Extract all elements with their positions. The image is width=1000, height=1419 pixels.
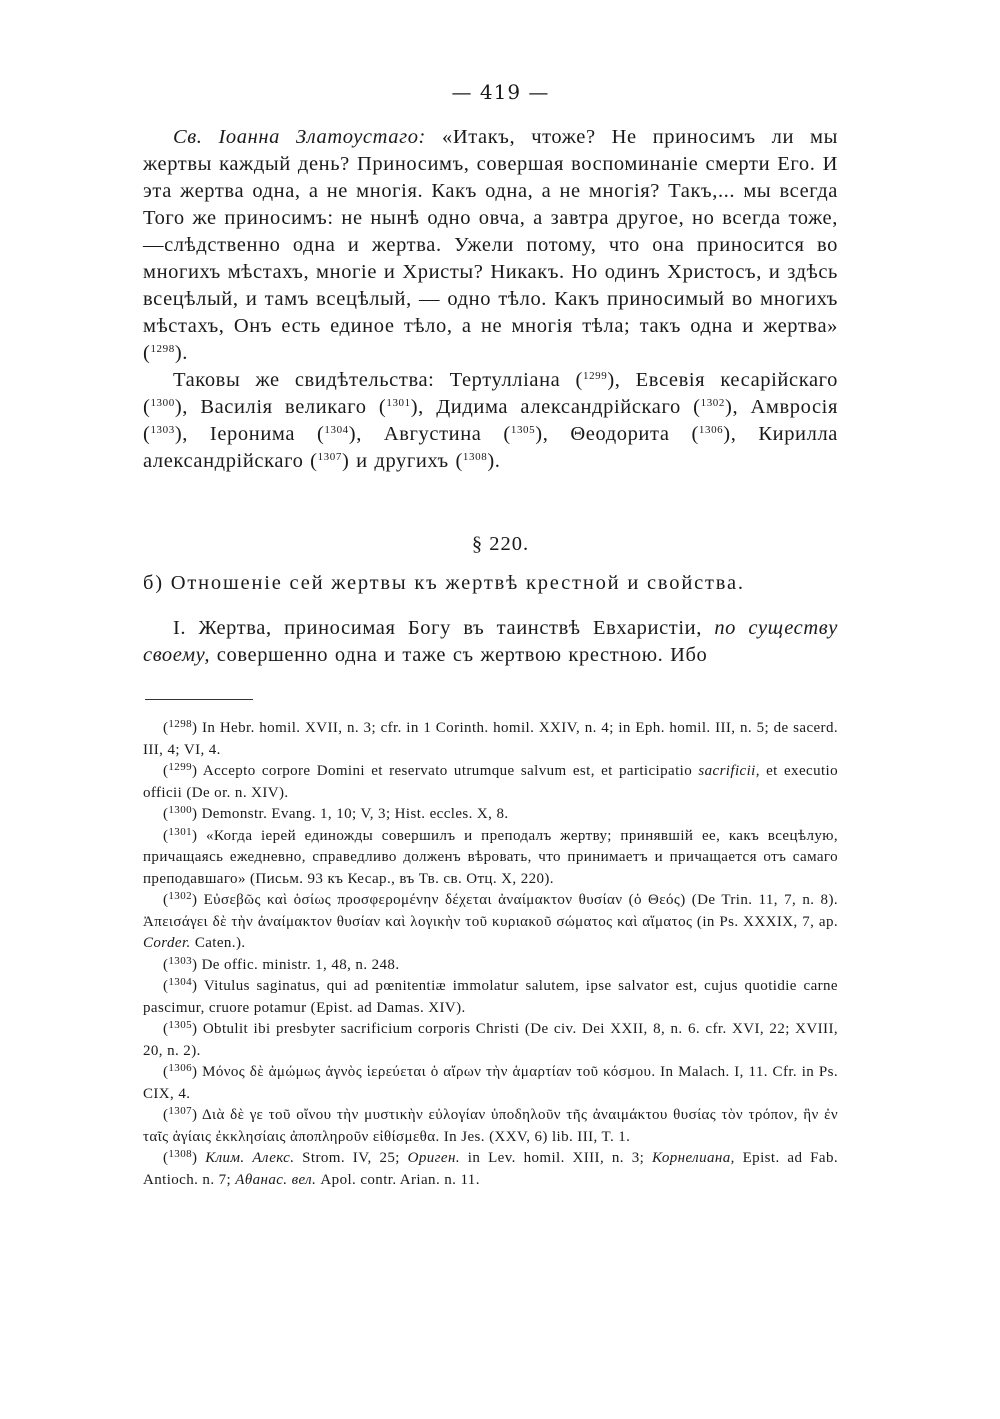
text-span: ). [487,450,501,472]
footnote-1301: ($^{1301}$) «Когда іерей единожды совершилъ и преподалъ жертву; принявшій ее, какъ всецѣлую, причащаясь ежедневно, справедливо долженъ вѣровать, что принимаетъ и причащается отъ самаго преподавшаго» (Письм. 93 къ Кесар., въ Тв. св. Отц. X, 220). [143,825,839,887]
footnote-1302: ($^{1302}$) Εὐσεβῶς καὶ ὁσίως προσφερομένην δέχεται ἀναίμακτον θυσίαν (ὁ Θεός) (De Trin. 11, 7, n. 8). Ἀπεισάγει δὲ τὴν ἀναίμακτον θυσίαν καὶ λογικὴν τοῦ κυριακοῦ σώματος καὶ αἵματος (in Ps. XXXIX, 7, ap. Corder. Caten.). [143,890,838,951]
text-span: ) и другихъ ( [341,450,463,472]
footnote-text: «Когда іерей единожды совершилъ и преподалъ жертву; принявшій ее, какъ всецѣлую, причащаясь ежедневно, справедливо долженъ вѣровать, что принимаетъ и причащается отъ самаго преподавшаго» (Письм. 93 къ Кесар., въ Тв. св. Отц. X, 220). [143,827,839,887]
footnote-ref-1308[interactable]: 1308 [462,451,488,463]
footnotes-section [143,718,838,1191]
section-number: § 220. [471,533,530,555]
footnote-italic: Corder. [143,935,191,951]
footnote-number: 1302 [168,890,193,902]
text-span: Таковы же свидѣтельства: Тертулліана ( [173,369,583,391]
footnote-text: Obtulit ibi presbyter sacrificium corporis Christi (De civ. Dei XXII, 8, n. 6. cfr. XVI, 22; XVIII, 20, n. 2). [143,1021,838,1059]
footnote-text: Demonstr. Evang. 1, 10; V, 3; Hist. eccles. X, 8. [201,806,509,822]
footnote-number: 1298 [168,718,193,730]
footnote-text: In Hebr. homil. XVII, n. 3; cfr. in 1 Corinth. homil. XXIV, n. 4; in Eph. homil. III, n. 5; de sacerd. III, 4; VI, 4. [143,720,838,758]
author-name: Св. Іоанна Златоустаго: [173,126,426,148]
footnote-number: 1308 [168,1148,193,1160]
text-span: ), Θеодорита ( [535,423,699,445]
footnote-ref-1306[interactable]: 1306 [698,424,724,436]
footnote-ref-1300[interactable]: 1300 [150,397,175,409]
footnote-1300: ($^{1300}$) Demonstr. Evang. 1, 10; V, 3; Hist. eccles. X, 8. [163,804,509,822]
paragraph-testimonies [143,367,838,475]
footnote-ref-1303[interactable]: 1303 [150,424,175,436]
footnote-number: 1303 [168,954,193,967]
footnote-1299: ($^{1299}$) Accepto corpore Domini et reservato utrumque salvum est, et participatio sacrificii, et executio officii (De or. n. XIV). [143,761,839,801]
footnote-number: 1306 [168,1062,193,1074]
paragraph-chrysostom-quote [143,124,838,367]
footnote-number: 1307 [168,1105,193,1117]
footnote-ref-1304[interactable]: 1304 [324,424,349,436]
footnote-italic: Ориген. [407,1150,460,1166]
footnote-ref-1305[interactable]: 1305 [510,424,536,436]
footnote-ref-1307[interactable]: 1307 [317,451,342,463]
paragraph-end: ). [174,342,188,364]
footnote-text: Strom. IV, 25; [294,1150,408,1166]
footnote-1307: ($^{1307}$) Διὰ δὲ γε τοῦ οἴνου τὴν μυστικὴν εὐλογίαν ὑποδηλοῦν τῆς ἀναιμάκτου θυσίας τὸν τρόπον, ἣν ἐν ταῖς ἁγίαις ἐκκλησίαις ἀποπληροῦν εἰθίσμεθα. In Jes. (XXV, 6) lib. III, T. 1. [143,1105,838,1145]
footnote-text: in Lev. homil. XIII, n. 3; [459,1150,653,1166]
footnote-italic: sacrificii, [698,763,760,779]
footnote-number: 1305 [168,1019,193,1031]
footnote-ref-1301[interactable]: 1301 [386,397,411,409]
footnote-ref-1299[interactable]: 1299 [582,370,608,382]
footnote-italic: Аθанас. вел. [235,1171,317,1188]
footnote-number: 1299 [168,761,193,773]
footnote-1304: ($^{1304}$) Vitulus saginatus, qui ad pœnitentiæ immolatur salutem, ipse salvator est, cujus quotidie carne pascimur, cruore potamur (Epist. ad Damas. XIV). [143,976,838,1016]
footnote-ref-1298[interactable]: 1298 [150,343,175,355]
quote-text: «Итакъ, чтоже? Не приносимъ ли мы жертвы каждый день? Приносимъ, совершая воспоминаніе смерти Его. И эта жертва одна, а не многія. Какъ одна, а не многія? Такъ,... мы всегда Того же приносимъ: не нынѣ одно овча, а завтра другое, но всегда тоже,—слѣдственно одна и жертва. Ужели потому, что она приносится во многихъ мѣстахъ, многіе и Христы? Никакъ. Но одинъ Христосъ, и здѣсь всецѣлый, и тамъ всецѣлый, — одно тѣло. Какъ приносимый во многихъ мѣстахъ, Онъ есть единое тѣло, а не многія тѣла; такъ одна и жертва» ( [143,126,838,364]
footnote-italic: Корнелиана, [652,1150,735,1166]
footnote-1308: ($^{1308}$) Клим. Алекс. Strom. IV, 25; Ориген. in Lev. homil. XIII, n. 3; Корнелиана, Epist. ad Fab. Antioch. n. 7; Аθанас. вел. Apol. contr. Arian. n. 11. [143,1148,839,1188]
text-span: ), Августина ( [348,423,511,445]
emphasis-text: по существу своему, [143,617,838,666]
footnote-text: et executio officii (De or. n. XIV). [143,763,839,801]
footnote-1303: ($^{1303}$) De offic. ministr. 1, 48, n. 248. [163,954,400,973]
page-number: — 419 — [451,80,550,104]
footnote-text: Μόνος δὲ ἀμώμως ἁγνὸς ἱερεύεται ὁ αἴρων τὴν ἁμαρτίαν τοῦ κόσμου. In Malach. I, 11. Cfr. in Ps. CIX, 4. [143,1064,838,1102]
text-span: ), Кирилла александрійскаго ( [143,423,838,472]
footnote-text: Διὰ δὲ γε τοῦ οἴνου τὴν μυστικὴν εὐλογίαν ὑποδηλοῦν τῆς ἀναιμάκτου θυσίας τὸν τρόπον, ἣν ἐν ταῖς ἁγίαις ἐκκλησίαις ἀποπληροῦν εἰθίσμεθα. In Jes. (XXV, 6) lib. III, T. 1. [143,1107,838,1145]
text-span: ), Амвросія ( [143,396,838,445]
footnote-1298: ($^{1298}$) In Hebr. homil. XVII, n. 3; cfr. in 1 Corinth. homil. XXIV, n. 4; in Eph. homil. III, n. 5; de sacerd. III, 4; VI, 4. [143,718,838,758]
footnote-italic: Клим. Алекс. [205,1150,295,1166]
footnote-divider [145,699,253,700]
footnote-number: 1304 [168,976,193,988]
main-text [143,124,838,475]
footnote-text: Vitulus saginatus, qui ad pœnitentiæ immolatur salutem, ipse salvator est, cujus quotidie carne pascimur, cruore potamur (Epist. ad Damas. XIV). [143,978,838,1016]
footnote-text: Caten.). [190,935,246,951]
text-span: ), Василія великаго ( [174,396,387,418]
text-span: ), Дидима александрійскаго ( [410,396,701,418]
footnote-number: 1301 [168,825,193,838]
text-span: совершенно одна и таже съ жертвою крестною. Ибо [210,644,708,666]
text-span: I. Жертва, приносимая Богу въ таинствѣ Евхаристіи, [173,617,715,639]
footnote-text: Εὐσεβῶς καὶ ὁσίως προσφερομένην δέχεται ἀναίμακτον θυσίαν (ὁ Θεός) (De Trin. 11, 7, n. 8). Ἀπεισάγει δὲ τὴν ἀναίμακτον θυσίαν καὶ λογικὴν τοῦ κυριακοῦ σώματος καὶ αἵματος (in Ps. XXXIX, 7, ap. [143,892,838,930]
section-body [143,615,838,669]
footnote-text: Epist. ad Fab. Antioch. n. 7; [143,1150,839,1188]
text-span: ), Евсевія кесарійскаго ( [143,369,838,418]
footnote-text: Apol. contr. Arian. n. 11. [316,1171,480,1188]
footnote-number: 1300 [168,804,193,816]
footnote-1306: ($^{1306}$) Μόνος δὲ ἀμώμως ἁγνὸς ἱερεύεται ὁ αἴρων τὴν ἁμαρτίαν τοῦ κόσμου. In Malach. I, 11. Cfr. in Ps. CIX, 4. [143,1062,838,1102]
footnote-1305: ($^{1305}$) Obtulit ibi presbyter sacrificium corporis Christi (De civ. Dei XXII, 8, n. 6. cfr. XVI, 22; XVIII, 20, n. 2). [143,1019,838,1059]
footnote-text: De offic. ministr. 1, 48, n. 248. [201,956,400,973]
footnote-ref-1302[interactable]: 1302 [700,397,726,409]
section-title: б) Отношеніе сей жертвы къ жертвѣ крестной и свойства. [143,572,745,594]
footnote-text: Accepto corpore Domini et reservato utrumque salvum est, et participatio [202,763,699,779]
paragraph-sacrifice [143,615,838,669]
text-span: ), Іеронима ( [174,423,325,445]
